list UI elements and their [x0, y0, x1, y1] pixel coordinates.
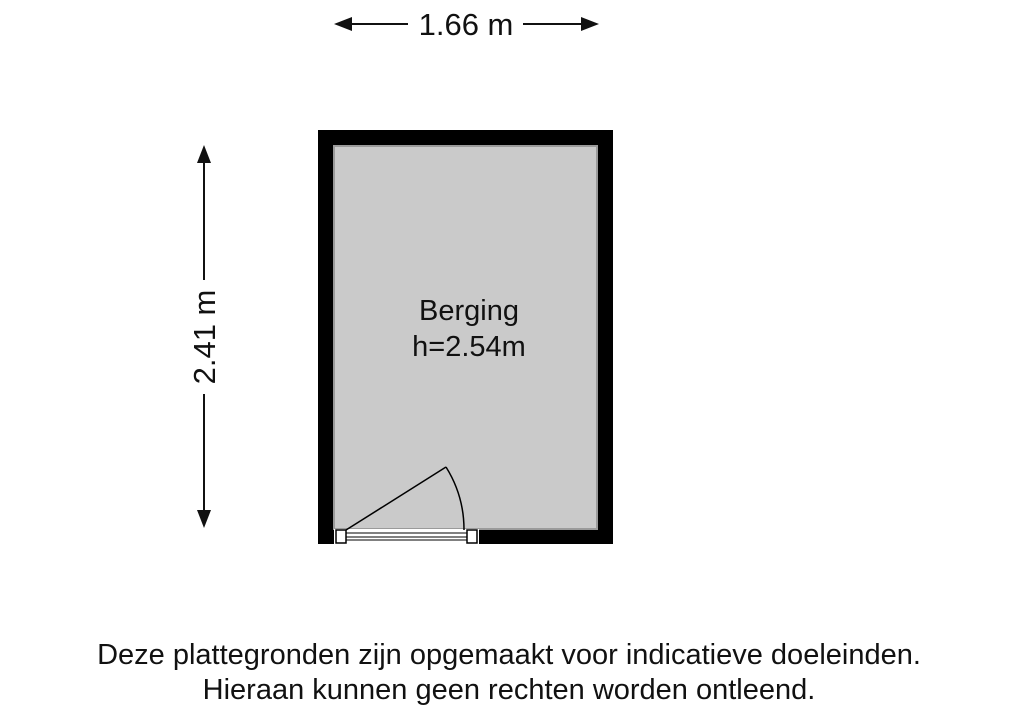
depth-arrow-top — [197, 145, 211, 163]
disclaimer-line-2: Hieraan kunnen geen rechten worden ontleend. — [202, 674, 816, 706]
depth-dimension — [187, 145, 222, 528]
room-name: Berging — [419, 295, 519, 327]
depth-dimension-label: 2.41 m — [187, 289, 222, 385]
room-berging — [318, 130, 613, 544]
width-dimension — [334, 7, 599, 42]
width-arrow-right — [581, 17, 599, 31]
depth-arrow-bottom — [197, 510, 211, 528]
door-jamb-right — [467, 530, 477, 543]
width-arrow-left — [334, 17, 352, 31]
width-dimension-label: 1.66 m — [418, 7, 514, 42]
room-height: h=2.54m — [412, 331, 526, 363]
disclaimer-line-1: Deze plattegronden zijn opgemaakt voor indicatieve doeleinden. — [97, 639, 921, 671]
door-jamb-left — [336, 530, 346, 543]
